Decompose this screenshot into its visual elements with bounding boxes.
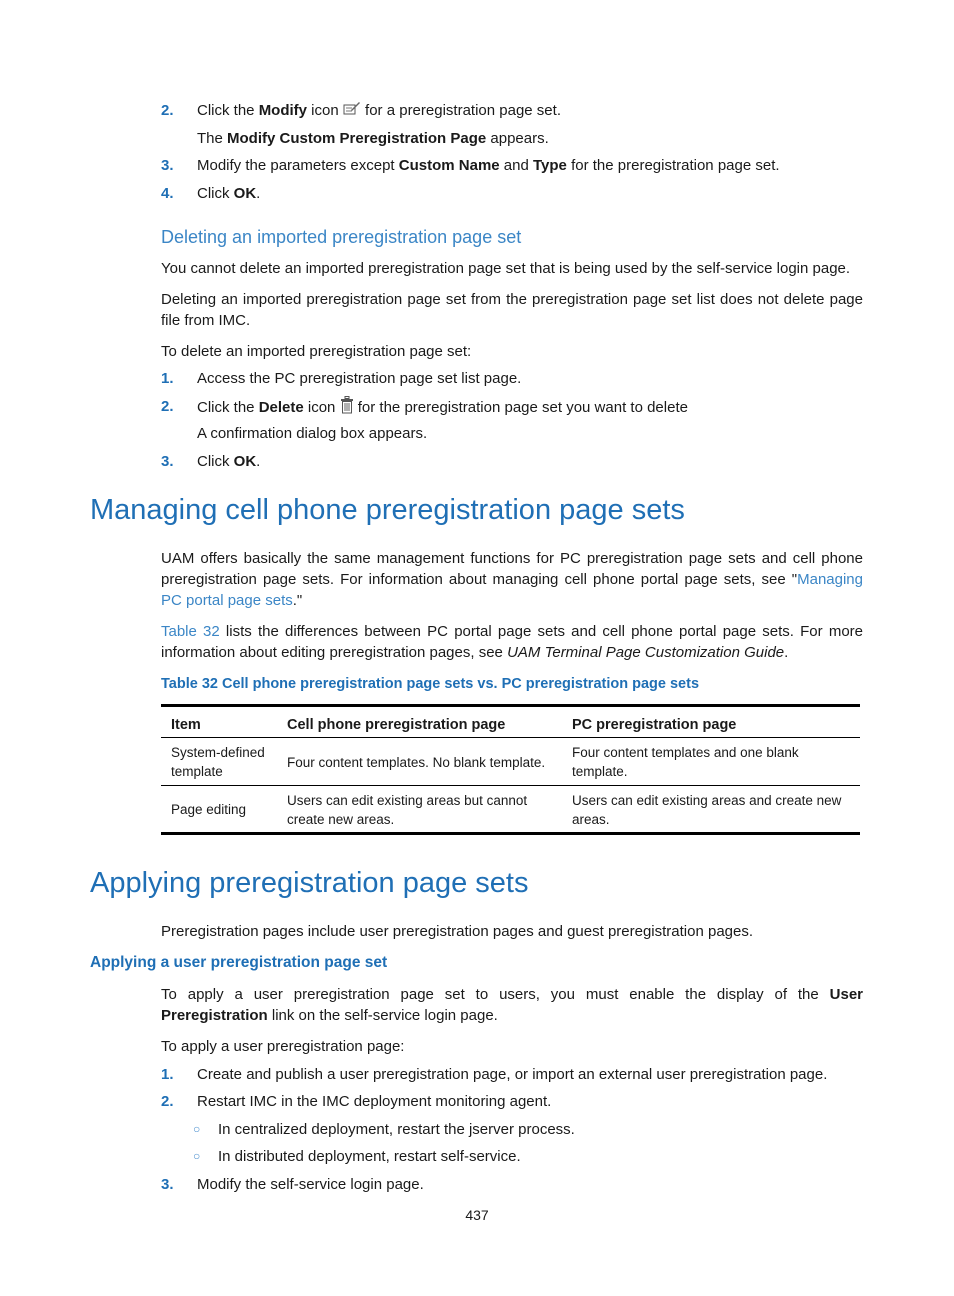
step-text: Click the Modify icon for a preregistration page set.: [197, 100, 561, 122]
step-number: 2.: [161, 102, 174, 119]
sub-step-text: In distributed deployment, restart self-service.: [218, 1148, 521, 1165]
table-header-row: [161, 706, 860, 738]
table-row: [161, 786, 860, 834]
subsection-heading: Applying a user preregistration page set: [90, 954, 388, 971]
table-cell: Four content templates. No blank template.: [277, 738, 562, 786]
chapter-heading: Managing cell phone preregistration page sets: [90, 494, 685, 526]
column-header: PC preregistration page: [562, 706, 860, 738]
sub-step-text: In centralized deployment, restart the jserver process.: [218, 1121, 575, 1138]
step-result: The Modify Custom Preregistration Page appears.: [197, 130, 549, 147]
step-text: Access the PC preregistration page set list page.: [197, 370, 522, 387]
step-result: A confirmation dialog box appears.: [197, 425, 428, 442]
step-number: 1.: [161, 1066, 174, 1083]
table-32-link[interactable]: Table 32: [161, 623, 220, 640]
step-number: 2.: [161, 398, 174, 415]
table-cell: Page editing: [161, 786, 277, 834]
paragraph: To apply a user preregistration page:: [161, 1038, 405, 1055]
table-caption: Table 32 Cell phone preregistration page sets vs. PC preregistration page sets: [161, 676, 700, 692]
step-text: Modify the parameters except Custom Name and Type for the preregistration page set.: [197, 157, 780, 174]
modify-icon: [343, 100, 361, 122]
comparison-table: [161, 704, 860, 835]
step-text: Click the Delete icon for the preregistration page set you want to delete: [197, 396, 688, 420]
step-text: Restart IMC in the IMC deployment monitoring agent.: [197, 1093, 552, 1110]
paragraph: Deleting an imported preregistration page set from the preregistration page set list does not delete page file from IMC.: [161, 291, 863, 329]
page-number: 437: [465, 1207, 489, 1223]
step-text: Modify the self-service login page.: [197, 1176, 424, 1193]
chapter-heading: Applying preregistration page sets: [90, 867, 529, 899]
step-number: 2.: [161, 1093, 174, 1110]
paragraph: Preregistration pages include user preregistration pages and guest preregistration pages.: [161, 923, 754, 940]
column-header: Cell phone preregistration page: [277, 706, 562, 738]
paragraph: To delete an imported preregistration page set:: [161, 343, 472, 360]
table-cell: Users can edit existing areas and create new areas.: [562, 786, 860, 834]
step-number: 3.: [161, 453, 174, 470]
step-text: Click OK.: [197, 185, 261, 202]
step-number: 1.: [161, 370, 174, 387]
table-cell: Four content templates and one blank template.: [562, 738, 860, 786]
bullet-icon: ○: [193, 1122, 201, 1136]
column-header: Item: [161, 706, 277, 738]
paragraph: Table 32 lists the differences between PC portal page sets and cell phone portal page sets. For more information about editing preregistration pages, see UAM Terminal Page Customization Guide.: [161, 623, 863, 661]
section-heading: Deleting an imported preregistration page set: [161, 227, 522, 247]
table-row: [161, 738, 860, 786]
paragraph: To apply a user preregistration page set to users, you must enable the display of the User Preregistration link on the self-service login page.: [161, 986, 863, 1024]
bullet-icon: ○: [193, 1149, 201, 1163]
trash-icon: [340, 396, 354, 420]
table-cell: Users can edit existing areas but cannot create new areas.: [277, 786, 562, 834]
step-text: Click OK.: [197, 453, 261, 470]
step-number: 4.: [161, 185, 174, 202]
step-number: 3.: [161, 157, 174, 174]
table-cell: System-defined template: [161, 738, 277, 786]
paragraph: UAM offers basically the same management functions for PC preregistration page sets and cell phone preregistration page sets. For information about managing cell phone portal page sets, see "Managing PC portal page sets.": [161, 550, 863, 609]
paragraph: You cannot delete an imported preregistration page set that is being used by the self-service login page.: [161, 260, 851, 277]
step-number: 3.: [161, 1176, 174, 1193]
managing-pc-portal-link[interactable]: Managing PC portal page sets: [161, 571, 863, 609]
step-text: Create and publish a user preregistration page, or import an external user preregistration page.: [197, 1066, 828, 1083]
